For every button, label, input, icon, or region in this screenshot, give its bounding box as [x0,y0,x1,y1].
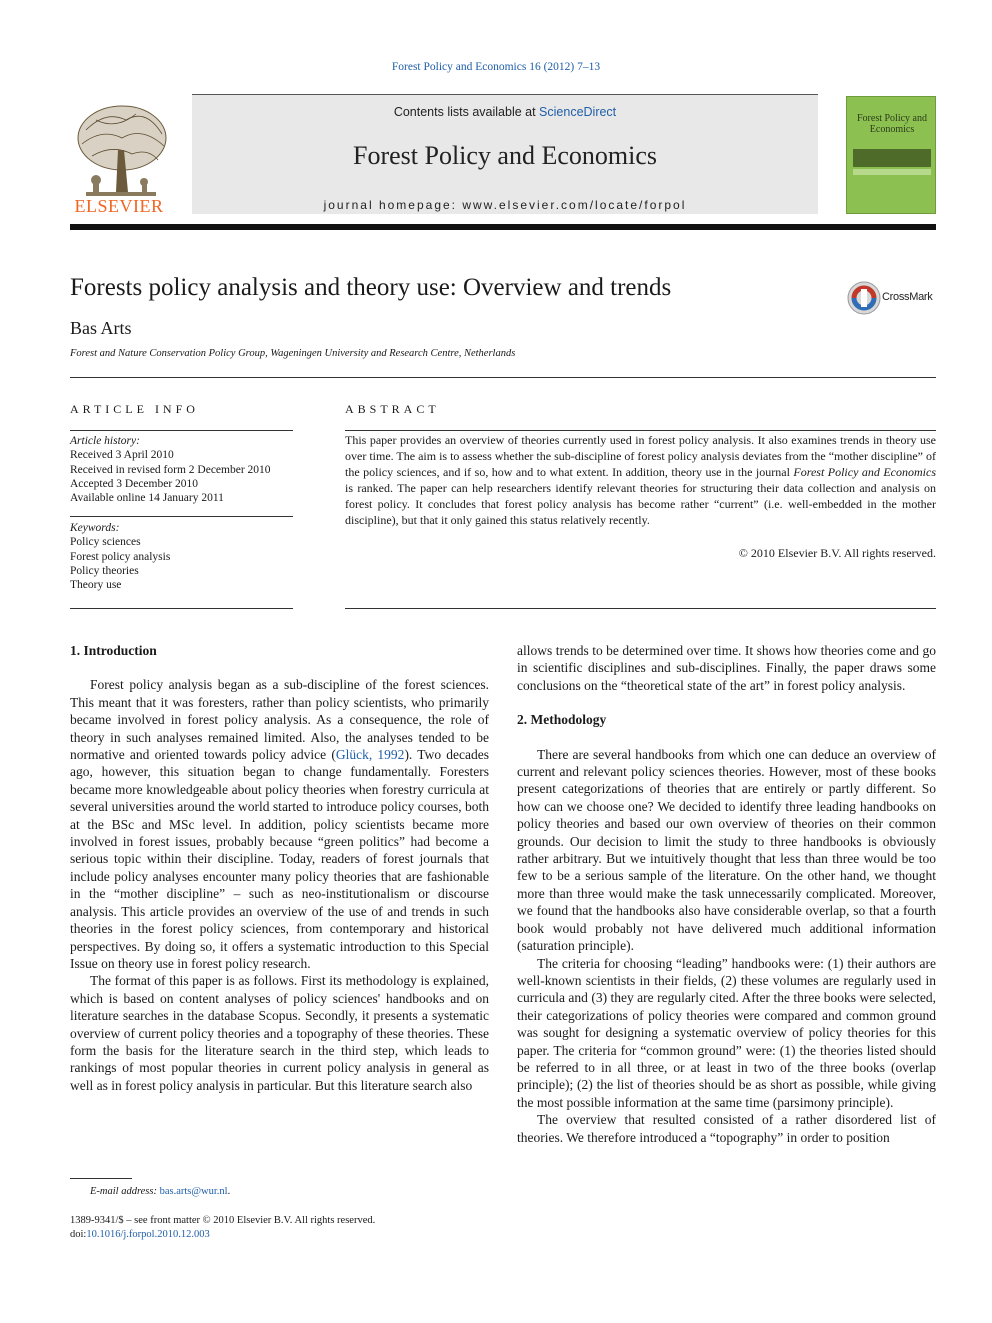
history-item: Available online 14 January 2011 [70,492,224,505]
issn-line: 1389-9341/$ – see front matter © 2010 Elsevier B.V. All rights reserved. [70,1215,376,1226]
abstract-heading: ABSTRACT [345,402,440,416]
keywords-rule [70,516,293,517]
cover-image-band [853,149,931,167]
footnote-rule [70,1178,132,1179]
doi-label: doi: [70,1229,87,1240]
history-label: Article history: [70,435,140,447]
author-affiliation: Forest and Nature Conservation Policy Group, Wageningen University and Research Centre, Netherlands [70,348,516,359]
paragraph: The criteria for choosing “leading” handbooks were: (1) their authors are well-known scientists in their fields, (2) these volumes are regularly used in curricula and (3) they are regularly cited. After the three books were selected, their categorizations of policy theories were compared and common ground was sought for designing a systematic overview of policy theories for this paper. The criteria for “common ground” were: (1) the theories listed should be referred to in all three, or at least in two of the three books (overlap principle); (2) the list of theories should be as short as possible, while giving the most possible information at the same time (parsimony principle). [517,955,936,1110]
paragraph: allows trends to be determined over time. It shows how theories come and go in scientific disciplines and sub-disciplines. Finally, the paper draws some conclusions on the “theoretical state of the art” in forest policy analysis. [517,643,936,693]
contents-line [192,105,818,119]
abstract-part: is ranked. The paper can help researchers identify relevant theories for structuring their data collection and analysis on forest policy. It concludes that forest policy analysis has become rather “current” (i.e. well-embedded in the mother discipline), but that it only gained this status relatively recently. [345,480,936,527]
paragraph: The format of this paper is as follows. First its methodology is explained, which is based on content analyses of policy sciences' handbooks and on literature searches in the database Scopus. Secondly, it presents a systematic overview of current policy theories and a topography of these theories. These form the basis for the literature search in the third step, which leads to rankings of most popular theories in current policy analysis in general as well as in forest policy analysis in particular. But this literature search also [70,973,489,1093]
article-info-rule [70,430,293,431]
section-heading-methodology: 2. Methodology [517,712,607,728]
history-item: Accepted 3 December 2010 [70,477,199,490]
email-label: E-mail address: [90,1186,157,1197]
abstract-text [345,433,936,528]
article-info-heading: ARTICLE INFO [70,402,199,416]
elsevier-wordmark: ELSEVIER [74,196,164,216]
email-link[interactable]: bas.arts@wur.nl [159,1186,228,1197]
keyword-item: Policy theories [70,564,139,577]
journal-name: Forest Policy and Economics [352,141,657,170]
article-info-bottom-rule [70,608,293,609]
section-heading-introduction: 1. Introduction [70,643,157,658]
article-history [70,434,271,505]
history-item: Received in revised form 2 December 2010 [70,463,271,476]
body-right-column [517,642,936,1146]
crossmark-label[interactable]: CrossMark [882,291,933,303]
abstract-part: This paper provides an overview of theories currently used in forest policy analysis. It also examines trends in theory use over time. The aim is to assess whether the sub-discipline of forest policy analysis deviates from the “mother discipline” of the policy sciences, and if so, how and to what extent. In addition, theory use in the journal [345,433,936,479]
journal-homepage[interactable]: journal homepage: www.elsevier.com/locate/forpol [323,198,687,212]
paragraph: There are several handbooks from which one can deduce an overview of current and relevant policy sciences theories. However, most of these books present categorizations of theories that are entirely or partly different. So how can we choose one? We decided to identify three leading handbooks on policy theories and based our own overview of theories on their common grounds. Our decision to limit the study to three handbooks is obviously rather arbitrary. But we intuitively thought that less than three would be too few to be a serious sample of the literature. On the other hand, we thought more than three would make the task unnecessarily complicated. Moreover, we found that the handbooks also have considerable overlap, so that a fourth book would probably not have delivered much additional information (saturation principle). [517,746,936,954]
front-matter [70,1214,375,1242]
history-item: Received 3 April 2010 [70,449,174,462]
reference-link[interactable]: Glück, 1992 [335,747,405,763]
journal-cover-thumbnail[interactable] [846,96,936,214]
keyword-item: Policy sciences [70,536,141,549]
journal-citation[interactable]: Forest Policy and Economics 16 (2012) 7–13 [391,61,601,73]
email-suffix: . [227,1186,231,1197]
header-divider [70,224,936,230]
abstract-journal-name: Forest Policy and Economics [793,464,936,479]
paragraph: The overview that resulted consisted of a rather disordered list of theories. We therefore introduced a “topography” in order to position [517,1112,936,1145]
sciencedirect-link[interactable]: ScienceDirect [539,105,617,119]
paragraph-text: ). Two decades ago, however, this situation began to change fundamentally. Foresters became more knowledgeable about policy theories when forestry curricula at several universities around the world started to introduce policy courses, both at the BSc and MSc level. In addition, policy scientists became more involved in forest issues, probably because “green politics” had become a serious topic within their discipline. Today, readers of forest journals that include policy analyses encounter many policy theories that are fashionable in the “mother discipline” – such as neo-institutionalism or discourse analysis. This article provides an overview of the use of and trends in such theories in the forest policy sciences, from contemporary and historical perspectives. By doing so, it offers a systematic introduction to this Special Issue on theory use in forest policy research. [70,747,489,971]
contents-prefix: Contents lists available at [393,105,540,119]
article-title: Forests policy analysis and theory use: Overview and trends [70,274,672,301]
abstract-copyright: © 2010 Elsevier B.V. All rights reserved. [738,546,936,560]
keyword-item: Forest policy analysis [70,550,171,563]
title-divider [70,377,936,378]
author-email-footnote [90,1186,230,1197]
cover-stripe [853,169,931,175]
paragraph-text: Forest policy analysis began as a sub-discipline of the forest sciences. This meant that it was foresters, rather than policy scientists, who primarily became involved in forest policy analysis. As a consequence, the role of theory in such analyses remained limited. Also, the analyses tended to be normative and oriented towards policy advice ( [70,677,489,763]
journal-header-box [192,94,818,214]
keywords-label: Keywords: [70,522,120,534]
abstract-bottom-rule [345,608,936,609]
abstract-rule [345,430,936,431]
body-left-column [70,642,489,1094]
keywords-block [70,521,170,592]
author-name: Bas Arts [70,318,132,338]
doi-link[interactable]: 10.1016/j.forpol.2010.12.003 [86,1229,210,1240]
keyword-item: Theory use [70,579,122,592]
paragraph [70,676,489,972]
doi-line [70,1228,375,1242]
cover-title: Forest Policy and Economics [857,113,927,135]
